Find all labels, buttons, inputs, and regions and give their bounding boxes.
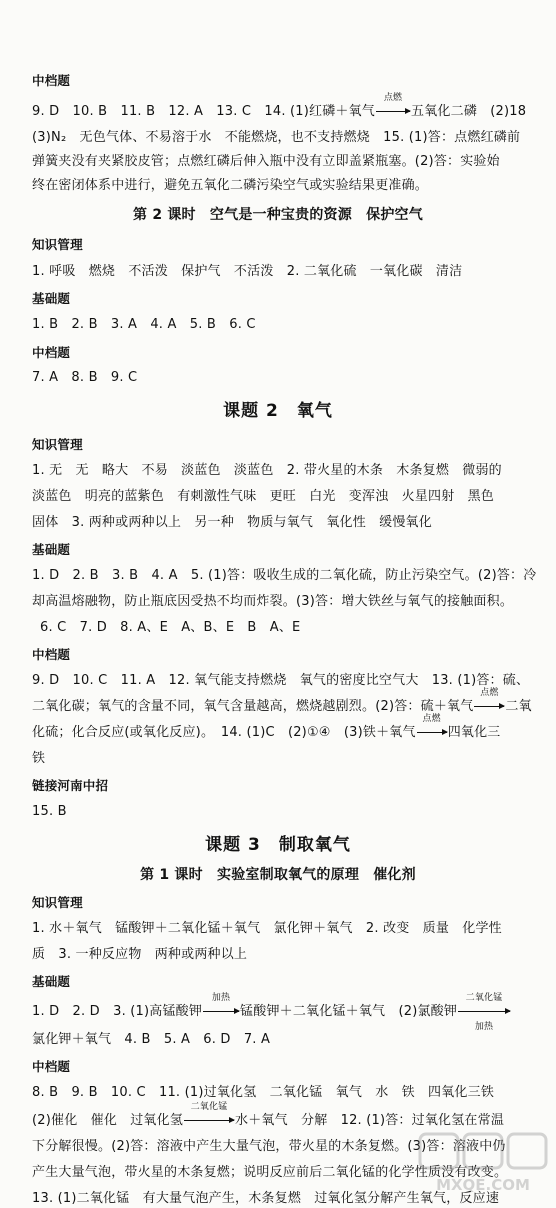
answer-line: 固体 3. 两种或两种以上 另一种 物质与氧气 氧化性 缓慢氧化 (32, 515, 432, 530)
answer-line: 氯化钾＋氧气 4. B 5. A 6. D 7. A (32, 1032, 271, 1047)
answer-line: 质 3. 一种反应物 两种或两种以上 (32, 947, 248, 962)
answer-line: 1. D 2. D 3. (1)高锰酸钾 加热 锰酸钾＋二氧化锰＋氧气 (2)氯酸钾 二氧化锰 加热 (32, 1003, 524, 1021)
answer-line: 1. D 2. B 3. B 4. A 5. (1)答：吸收生成的二氧化硫，防止污染空气。(2)答：冷 (32, 568, 537, 583)
answer-line: 1. B 2. B 3. A 4. A 5. B 6. C (32, 317, 256, 332)
section-heading: 链接河南中招 (32, 778, 109, 793)
section-heading: 知识管理 (32, 437, 83, 452)
section-heading: 基础题 (32, 974, 71, 989)
section-heading: 基础题 (32, 291, 71, 306)
answer-line: 7. A 8. B 9. C (32, 370, 138, 385)
answer-line: 15. B (32, 804, 67, 819)
answer-line: 6. C 7. D 8. A、E A、B、E B A、E (40, 620, 301, 635)
section-heading: 中档题 (32, 73, 71, 88)
svg-text:MXQE.COM: MXQE.COM (436, 1176, 530, 1194)
section-heading: 知识管理 (32, 237, 83, 252)
section-heading: 中档题 (32, 647, 71, 662)
reaction-arrow: 点燃 (376, 103, 410, 121)
answer-line: 产生大量气泡，带火星的木条复燃；说明反应前后二氧化锰的化学性质没有改变。 (32, 1165, 508, 1180)
reaction-arrow: 二氧化锰 加热 (458, 1003, 510, 1021)
lesson-title: 第 2 课时 空气是一种宝贵的资源 保护空气 (133, 207, 423, 223)
reaction-arrow: 点燃 (474, 698, 504, 716)
answer-line: 8. B 9. B 10. C 11. (1)过氧化氢 二氧化锰 氧气 水 铁 四氧化三铁 (32, 1085, 495, 1100)
reaction-arrow: 二氧化锰 (184, 1112, 234, 1130)
section-heading: 知识管理 (32, 895, 83, 910)
answer-line: 化硫；化合反应(或氧化反应)。 14. (1)C (2)①④ (3)铁＋氧气 点燃 四氧化三 (32, 714, 501, 740)
answer-line: 1. 水＋氧气 锰酸钾＋二氧化锰＋氧气 氯化钾＋氧气 2. 改变 质量 化学性 (32, 921, 502, 936)
lesson-title: 第 1 课时 实验室制取氧气的原理 催化剂 (140, 867, 416, 883)
watermark-logo (418, 1128, 548, 1198)
answer-line: (2)催化 催化 过氧化氢 二氧化锰 水＋氧气 分解 12. (1)答：过氧化氢在常温 (32, 1102, 505, 1128)
answer-line: 却高温熔融物，防止瓶底因受热不均而炸裂。(3)答：增大铁丝与氧气的接触面积。 (32, 594, 514, 609)
answer-line: 弹簧夹没有夹紧胶皮管；点燃红磷后伸入瓶中没有立即盖紧瓶塞。(2)答：实验始 (32, 154, 500, 169)
answer-line: 1. 无 无 略大 不易 淡蓝色 淡蓝色 2. 带火星的木条 木条复燃 微弱的 (32, 463, 502, 478)
reaction-arrow: 加热 (203, 1003, 239, 1021)
answer-line: 1. 呼吸 燃烧 不活泼 保护气 不活泼 2. 二氧化硫 一氧化碳 清洁 (32, 264, 463, 279)
section-heading: 基础题 (32, 542, 71, 557)
answer-line: 铁 (32, 751, 46, 766)
topic-title: 课题 3 制取氧气 (205, 835, 351, 855)
answer-line: 淡蓝色 明亮的蓝紫色 有刺激性气味 更旺 白光 变浑浊 火星四射 黑色 (32, 489, 495, 504)
answer-line: 下分解很慢。(2)答：溶液中产生大量气泡，带火星的木条复燃。(3)答：溶液中仍 (32, 1139, 506, 1154)
answer-line: 9. D 10. C 11. A 12. 氧气能支持燃烧 氧气的密度比空气大 13. (1)答：硫、 (32, 673, 530, 688)
topic-title: 课题 2 氧气 (223, 401, 333, 421)
answer-line: 二氧化碳；氧气的含量不同，氧气含量越高，燃烧越剧烈。(2)答：硫＋氧气 点燃 二氧 (32, 688, 532, 714)
section-heading: 中档题 (32, 1059, 71, 1074)
answer-line: 13. (1)二氧化锰 有大量气泡产生，木条复燃 过氧化氢分解产生氧气，反应速 (32, 1191, 500, 1206)
answer-line: (3)N₂ 无色气体、不易溶于水 不能燃烧，也不支持燃烧 15. (1)答：点燃红磷前 (32, 130, 521, 145)
answer-line: 终在密闭体系中进行，避免五氧化二磷污染空气或实验结果更准确。 (32, 178, 429, 193)
reaction-arrow: 点燃 (417, 724, 447, 742)
section-heading: 中档题 (32, 345, 71, 360)
answer-line: 9. D 10. B 11. B 12. A 13. C 14. (1)红磷＋氧气 点燃 五氧化二磷 (2)18 (32, 93, 527, 119)
